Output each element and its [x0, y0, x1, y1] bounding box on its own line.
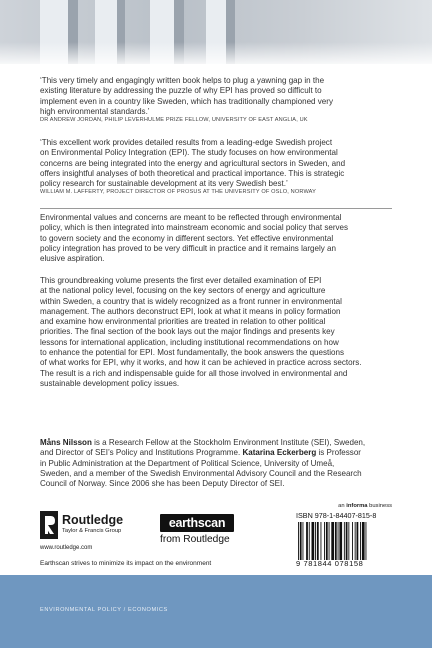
paragraph-line: at the national policy level, focusing on the key sectors of energy and agriculture [40, 286, 326, 296]
author-name: Måns Nilsson [40, 438, 92, 447]
review-quote-1 [40, 76, 392, 125]
barcode-icon [296, 522, 392, 560]
paragraph-line: This groundbreaking volume presents the first ever detailed examination of EPI [40, 276, 322, 285]
quote-line: offers insightful analyses of both theoretical and practical importance. This is strategic [40, 168, 345, 178]
bio-line: Sweden, and a member of the Swedish Environmental Advisory Council and the Research [40, 468, 362, 478]
quote-line: high environmental standards.’ [40, 106, 150, 116]
paragraph-line: priorities. The final section of the book lays out the major findings and presents key [40, 327, 335, 337]
paragraph-line: sustainable development policy issues. [40, 378, 180, 388]
routledge-logo [40, 511, 150, 555]
author-bios [40, 438, 392, 489]
description-paragraph [40, 276, 392, 389]
paragraph-line: to govern society and the economy in different sectors. Yet effective environmental [40, 233, 334, 243]
bio-line: in Public Administration at the Department of Political Science, University of Umeå, [40, 458, 335, 468]
review-attribution-1: DR ANDREW JORDAN, PHILIP LEVERHULME PRIZE FELLOW, UNIVERSITY OF EAST ANGLIA, UK [40, 117, 308, 124]
routledge-name: Routledge [62, 513, 124, 527]
routledge-mark-icon [40, 511, 58, 539]
category-band [0, 575, 432, 648]
paragraph-line: management. The authors deconstruct EPI, look at what it means in policy formation [40, 306, 341, 316]
quote-line: concerns are being integrated into the energy and agricultural sectors in Sweden, and [40, 158, 346, 168]
quote-line: implement even in a country like Sweden, which has traditionally championed very [40, 96, 333, 106]
routledge-subtitle: Taylor & Francis Group [62, 528, 122, 534]
paragraph-line: to enhance the potential for EPI. Most fundamentally, the book answers the questions [40, 348, 345, 358]
quote-line: policy research for sustainable development at its very Swedish best.’ [40, 179, 288, 189]
paragraph-line: elusive aspiration. [40, 254, 105, 264]
paragraph-line: Environmental values and concerns are meant to be reflected through environmental [40, 213, 342, 222]
quote-line: on Environmental Policy Integration (EPI). The study focuses on how environmental [40, 148, 338, 158]
informa-business: an informa business [338, 503, 392, 509]
paragraph-line: policy integration has proved to be very difficult in practice and it remains largely an [40, 243, 336, 253]
divider [40, 208, 392, 209]
review-quote-2 [40, 138, 392, 197]
bio-line: Måns Nilsson is a Research Fellow at the Stockholm Environment Institute (SEI), Sweden, [40, 438, 366, 447]
author-name: Katarina Eckerberg [242, 448, 317, 458]
paragraph-line: within Sweden, a country that is widely recognized as a front runner in environmental [40, 296, 342, 306]
bio-line: Council of Norway. Since 2006 she has been Deputy Director of SEI. [40, 479, 285, 489]
paragraph-line: of what works for EPI, why it works, and how it can be achieved in practice across sectors. [40, 358, 362, 368]
earthscan-logo [160, 514, 260, 545]
earthscan-wordmark: earthscan [160, 514, 234, 532]
paragraph-line: The result is a rich and indispensable guide for all those involved in environmental and [40, 368, 348, 378]
subject-category: ENVIRONMENTAL POLICY / ECONOMICS [40, 607, 168, 613]
environment-tagline: Earthscan strives to minimize its impact on the environment [40, 560, 212, 567]
bio-line: and Director of SEI’s Policy and Institutions Programme. Katarina Eckerberg is Professor [40, 448, 361, 458]
isbn-block [296, 503, 406, 568]
intro-paragraph [40, 213, 392, 264]
isbn-number: ISBN 978-1-84407-815-8 [296, 511, 377, 520]
review-attribution-2: WILLIAM M. LAFFERTY, PROJECT DIRECTOR OF PROSUS AT THE UNIVERSITY OF OSLO, NORWAY [40, 189, 317, 196]
quote-line: ‘This very timely and engagingly written book helps to plug a yawning gap in the [40, 76, 325, 85]
barcode-digits: 9 781844 078158 [296, 559, 364, 568]
quote-line: existing literature by addressing the puzzle of why EPI has proved so difficult to [40, 86, 322, 96]
paragraph-line: and examine how environmental priorities are treated in relation to other political [40, 317, 326, 327]
paragraph-line: lessons for international application, including institutional recommendations on how [40, 337, 339, 347]
paragraph-line: policy, which is then integrated into mainstream economic and social policy that serves [40, 223, 349, 233]
cover-photo [0, 0, 432, 64]
earthscan-from: from Routledge [160, 534, 230, 545]
routledge-url: www.routledge.com [40, 545, 93, 551]
quote-line: ‘This excellent work provides detailed results from a leading-edge Swedish project [40, 138, 333, 147]
